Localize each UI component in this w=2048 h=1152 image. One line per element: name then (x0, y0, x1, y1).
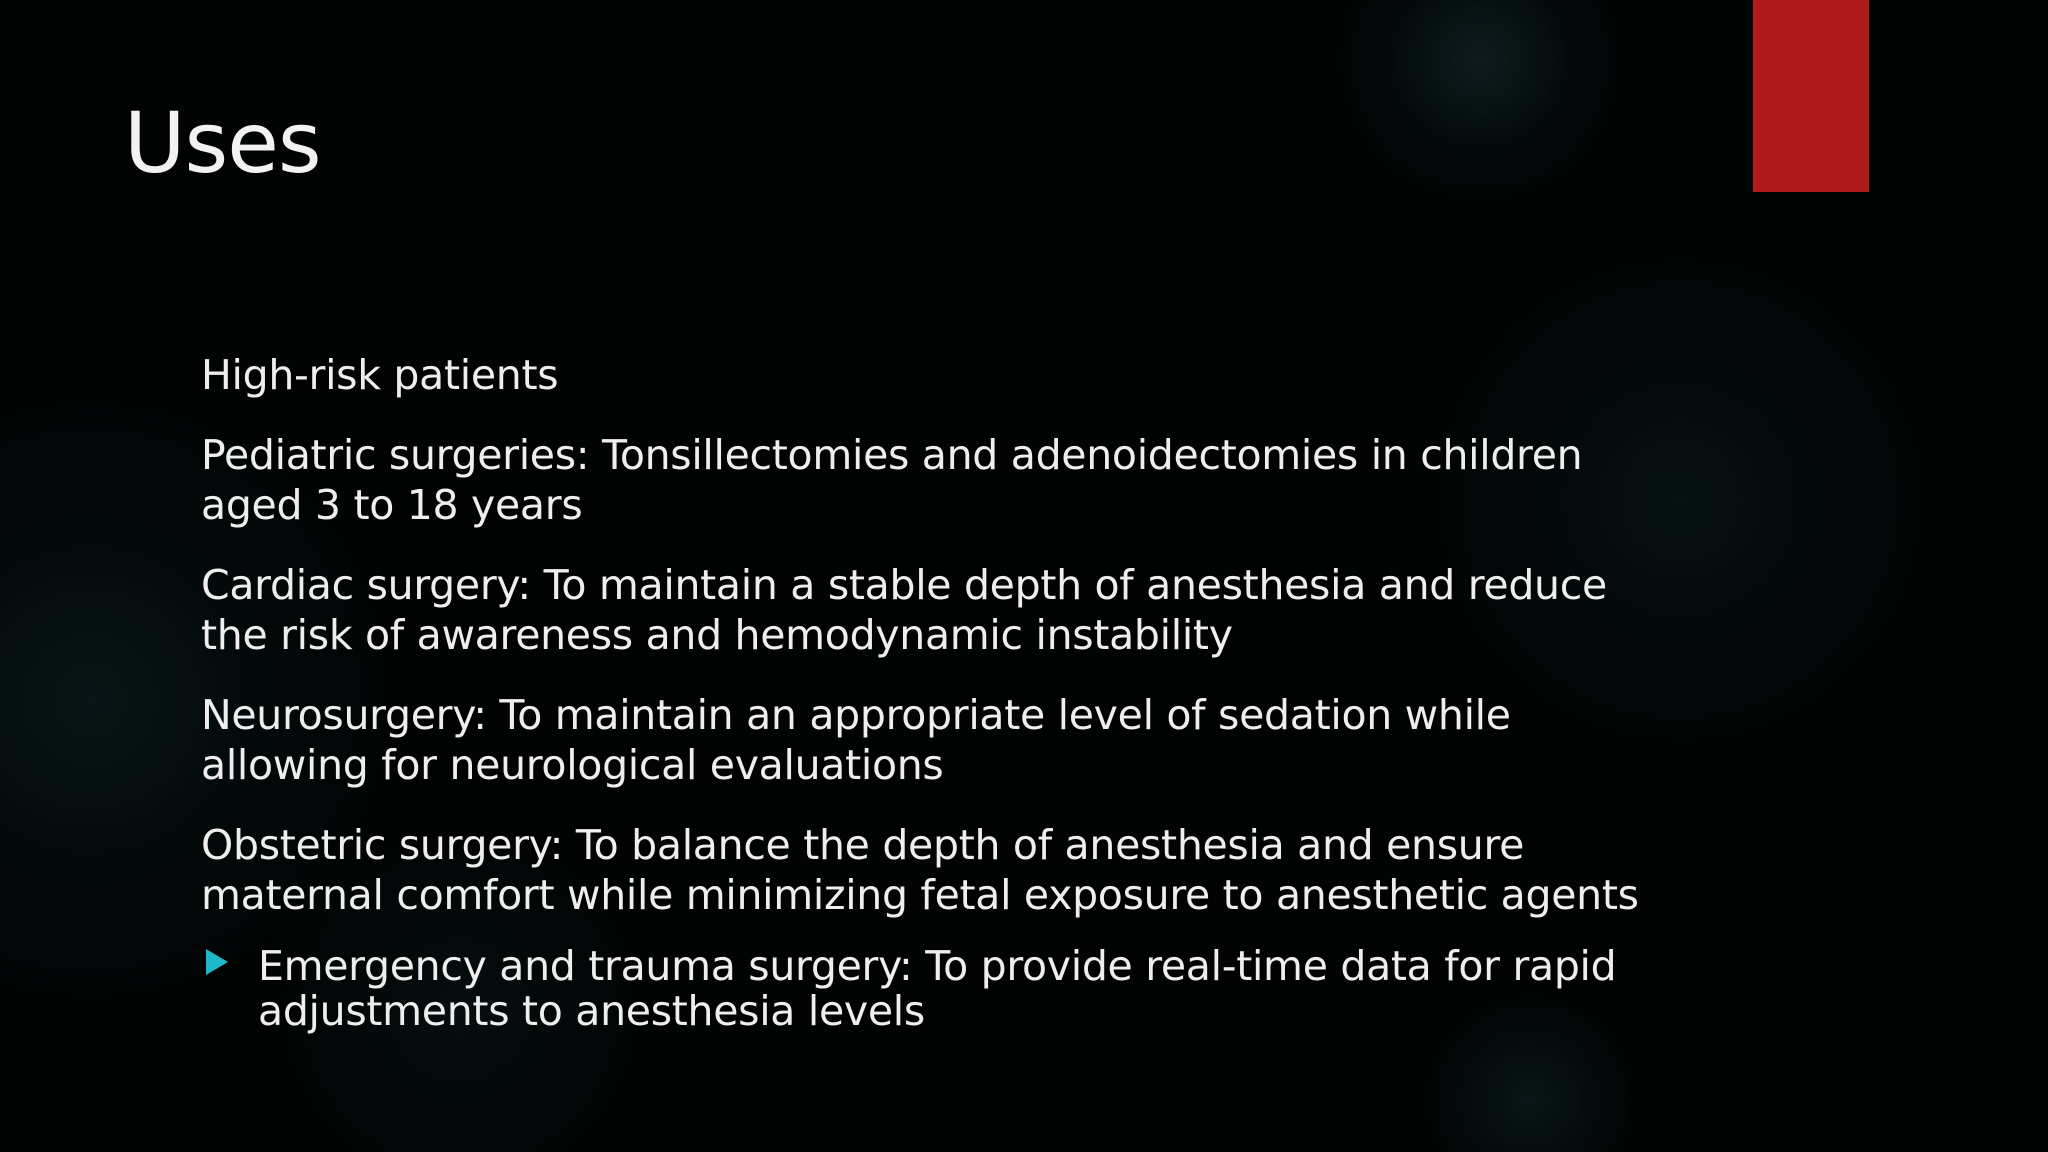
slide-title: Uses (124, 94, 321, 192)
paragraph-obstetric: Obstetric surgery: To balance the depth of anesthesia and ensure maternal comfort while minimizing fetal exposure to anesthetic agents (201, 821, 1639, 919)
bullet-item-emergency (201, 944, 1681, 1034)
bullet-text: Emergency and trauma surgery: To provide real-time data for rapid adjustments to anesthesia levels (258, 942, 1617, 1035)
paragraph-neurosurgery: Neurosurgery: To maintain an appropriate level of sedation while allowing for neurological evaluations (201, 691, 1511, 789)
triangle-bullet-icon (206, 949, 228, 975)
paragraph-pediatric: Pediatric surgeries: Tonsillectomies and adenoidectomies in children aged 3 to 18 years (201, 431, 1583, 529)
slide-body (201, 350, 1681, 1034)
paragraph-high-risk: High-risk patients (201, 351, 559, 399)
paragraph-cardiac: Cardiac surgery: To maintain a stable depth of anesthesia and reduce the risk of awareness and hemodynamic instability (201, 561, 1607, 659)
accent-bar (1753, 0, 1869, 192)
